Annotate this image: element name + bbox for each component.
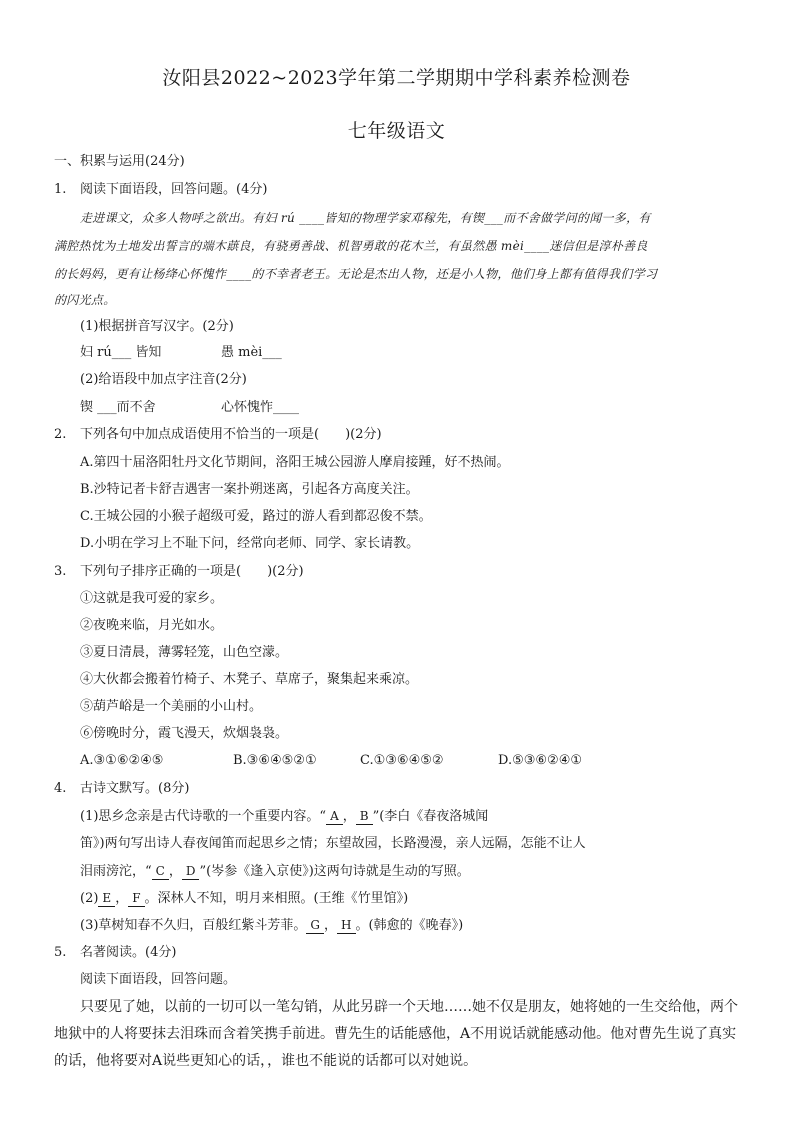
q1-sub2-a: 锲 ___而不舍 [80,400,156,415]
q4-line-2: 笛》)两句写出诗人春夜闻笛而起思乡之情；东望故园，长路漫漫，亲人远隔，怎能不让人 [80,836,586,851]
answer-blank-c[interactable]: C [152,863,169,880]
q4-number: 4. [54,781,67,796]
q2-number: 2. [54,427,67,442]
answer-blank-a[interactable]: A [326,808,343,825]
q4-text: ， [324,918,338,933]
q1-sub1: (1)根据拼音写汉字。(2分) [80,319,234,334]
q5-paragraph-line: 只要见了她，以前的一切可以一笔勾销，从此另辟一个天地……她不仅是朋友，她将她的一生交给他，两个 [80,999,738,1015]
q5-stem: 名著阅读。(4分) [80,945,177,960]
q1-sub2: (2)给语段中加点字注音(2分) [80,372,247,387]
q3-option-a: A.③①⑥②④⑤ [80,753,164,768]
exam-subtitle: 七年级语文 [347,120,446,142]
q4-line-5 [80,917,463,934]
q1-stem: 阅读下面语段，回答问题。(4分) [80,182,268,197]
q3-option-b: B.③⑥④⑤②① [233,753,317,768]
q2-stem: 下列各句中加点成语使用不恰当的一项是( )(2分) [80,427,382,442]
answer-blank-e[interactable]: E [98,890,115,907]
q4-line-1 [80,808,488,825]
q3-stem: 下列句子排序正确的一项是( )(2分) [80,564,304,579]
q2-option-a: A.第四十届洛阳牡丹文化节期间，洛阳王城公园游人摩肩接踵，好不热闹。 [80,455,510,470]
q3-option-d: D.⑤③⑥②④① [498,753,583,768]
q5-number: 5. [54,945,67,960]
q4-line-3 [80,863,470,880]
q2-option-d: D.小明在学习上不耻下问，经常向老师、同学、家长请教。 [80,536,420,551]
q1-number: 1. [54,182,67,197]
answer-blank-f[interactable]: F [128,890,144,907]
q3-item: ②夜晚来临，月光如水。 [80,618,224,633]
q1-passage-line: 的长妈妈，更有让杨绛心怀愧怍____的不幸者老王。无论是杰出人物，还是小人物，他们身上都有值得我们学习 [54,267,658,281]
q1-passage-line: 走进课文，众多人物呼之欲出。有妇 rú ____皆知的物理学家邓稼先，有锲___而不舍做学问的闻一多，有 [80,211,651,225]
q3-item: ⑥傍晚时分，霞飞漫天，炊烟袅袅。 [80,726,289,741]
q4-text: ， [342,809,356,824]
q2-option-c: C.王城公园的小猴子超级可爱，路过的游人看到都忍俊不禁。 [80,509,432,524]
section-heading: 一、积累与运用(24分) [54,154,185,169]
q4-text: ， [115,891,129,906]
q4-line-4 [80,890,408,907]
answer-blank-g[interactable]: G [306,917,324,934]
q4-text: 。深林人不知，明月来相照。(王维《竹里馆》) [144,891,409,906]
q4-text: (1)思乡念亲是古代诗歌的一个重要内容。“ [80,809,327,824]
q1-passage-line: 满腔热忱为土地发出誓言的端木蕻良，有骁勇善战、机智勇敢的花木兰，有虽然愚 mèi____迷信但是淳朴善良 [54,239,648,253]
q4-text: 泪雨滂沱，“ [80,864,152,879]
q3-item: ①这就是我可爱的家乡。 [80,591,224,606]
q3-item: ⑤葫芦峪是一个美丽的小山村。 [80,699,263,714]
q2-option-b: B.沙特记者卡舒吉遇害一案扑朔迷离，引起各方高度关注。 [80,482,419,497]
q3-number: 3. [54,564,67,579]
answer-blank-h[interactable]: H [337,917,355,934]
exam-title: 汝阳县2022~2023学年第二学期期中学科素养检测卷 [162,67,631,89]
q4-text: (2) [80,891,99,906]
q4-text: ”(岑参《逢入京使》)这两句诗就是生动的写照。 [199,864,470,879]
q1-passage-line: 的闪光点。 [54,293,116,307]
q1-sub1-b: 愚 mèi___ [221,345,282,360]
q3-item: ④大伙都会搬着竹椅子、木凳子、草席子，聚集起来乘凉。 [80,672,419,687]
answer-blank-d[interactable]: D [182,863,200,880]
q1-sub1-a: 妇 rú___ 皆知 [80,345,162,360]
q4-text: ”(李白《春夜洛城闻 [372,809,489,824]
q5-intro: 阅读下面语段，回答问题。 [80,972,237,987]
q3-item: ③夏日清晨，薄雾轻笼，山色空濛。 [80,645,289,660]
q5-paragraph-line: 地狱中的人将要抹去泪珠而含着笑携手前进。曹先生的话能感他，A不用说话就能感动他。他对曹先生说了真实 [54,1026,737,1042]
q3-option-c: C.①③⑥④⑤② [360,753,444,768]
q1-sub2-b: 心怀愧怍____ [221,400,300,415]
answer-blank-b[interactable]: B [356,808,373,825]
q5-paragraph-line: 的话，他将要对A说些更知心的话，，谁也不能说的话都可以对她说。 [54,1053,478,1069]
q4-text: 。(韩愈的《晚春》) [355,918,464,933]
q4-text: (3)草树知春不久归，百般红紫斗芳菲。 [80,918,307,933]
q4-stem: 古诗文默写。(8分) [80,781,190,796]
q4-text: ， [168,864,182,879]
